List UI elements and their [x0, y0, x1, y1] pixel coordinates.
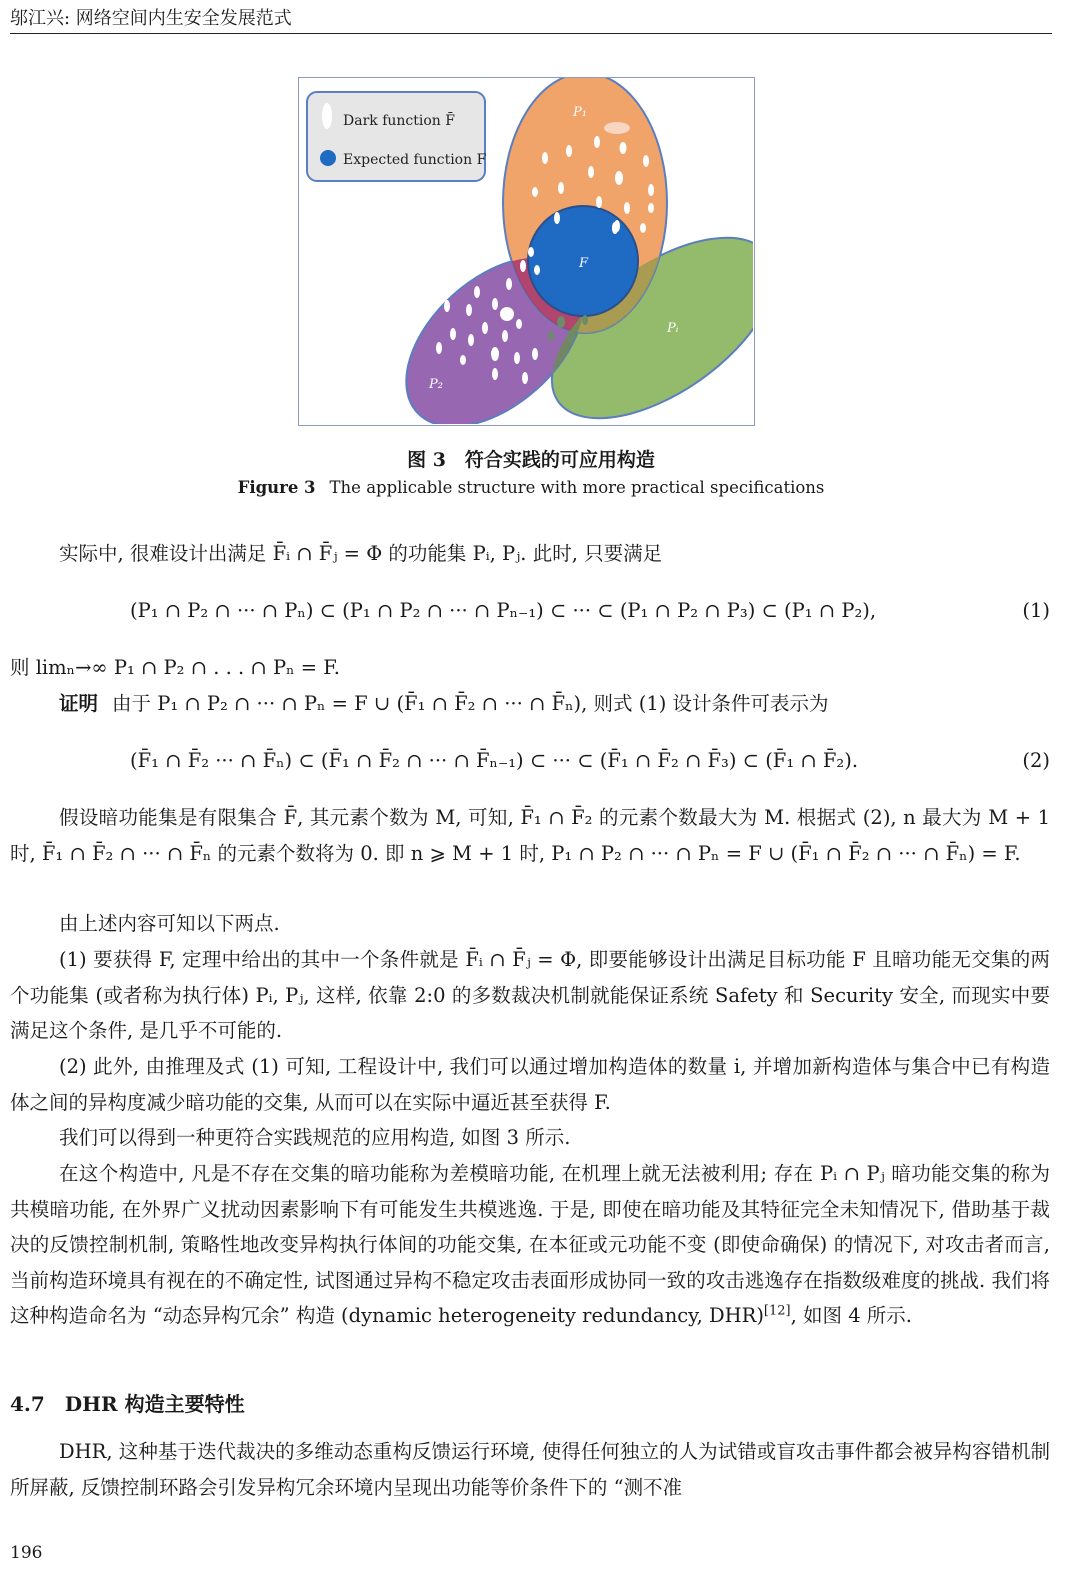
equation-2-body: (F̄₁ ∩ F̄₂ ··· ∩ F̄ₙ) ⊂ (F̄₁ ∩ F̄₂ ∩ ··· ∩ F̄ₙ₋₁) ⊂ ··· ⊂ (F̄₁ ∩ F̄₂ ∩ F̄₃) ⊂ (F̄₁ ∩ F̄₂).	[130, 749, 859, 772]
label-p2: P₂	[429, 377, 443, 392]
figure-caption-cn: 图 3 符合实践的可应用构造	[407, 449, 655, 471]
figure-label: Figure 3	[237, 478, 316, 497]
paragraph-figure-ref: 我们可以得到一种更符合实践规范的应用构造, 如图 3 所示.	[59, 1126, 571, 1149]
figure-legend	[307, 92, 487, 181]
figure-caption-en-text: The applicable structure with more practical specifications	[329, 478, 825, 497]
equation-1-number: (1)	[1022, 599, 1050, 622]
header-rule	[10, 33, 1052, 34]
proof-text: 由于 P₁ ∩ P₂ ∩ ··· ∩ Pₙ = F ∪ (F̄₁ ∩ F̄₂ ∩ ··· ∩ F̄ₙ), 则式 (1) 设计条件可表示为	[112, 692, 829, 715]
paragraph-construction-text: 在这个构造中, 凡是不存在交集的暗功能称为差模暗功能, 在机理上就无法被利用; 存在 Pᵢ ∩ Pⱼ 暗功能交集的称为共模暗功能, 在外界广义扰动因素影响下有可能发生共模逃逸. 于是, 即使在暗功能及其特征完全未知情况下, 借助基于裁决的反馈控制机制, 策略性地改变异构执行体间的功能交集, 在本征或元功能不变 (即使命确保) 的情况下, 对攻击者而言, 当前构造环境具有视在的不确定性, 试图通过异构不稳定攻击表面形成协同一致的攻击逃逸存在指数级难度的挑战. 我们将这种构造命名为 “动态异构冗余” 构造 (dynamic heterogeneity redundancy, DHR)	[10, 1162, 1050, 1327]
equation-1	[130, 593, 1050, 629]
equation-1-body: (P₁ ∩ P₂ ∩ ··· ∩ Pₙ) ⊂ (P₁ ∩ P₂ ∩ ··· ∩ Pₙ₋₁) ⊂ ··· ⊂ (P₁ ∩ P₂ ∩ P₃) ⊂ (P₁ ∩ P₂),	[130, 599, 877, 622]
figure-caption-en	[0, 478, 1062, 497]
paragraph-construction-tail: , 如图 4 所示.	[790, 1304, 913, 1327]
running-head: 邬江兴: 网络空间内生安全发展范式	[10, 8, 292, 29]
venn-figure	[298, 77, 755, 426]
paragraph-summary: 由上述内容可知以下两点.	[59, 912, 280, 935]
paragraph-dhr: DHR, 这种基于迭代裁决的多维动态重构反馈运行环境, 使得任何独立的人为试错或盲攻击事件都会被异构容错机制所屏蔽, 反馈控制环路会引发异构冗余环境内呈现出功能等价条件下的 “测不准	[10, 1440, 1050, 1499]
label-p1: P₁	[573, 105, 587, 120]
dark-function-legend-icon	[322, 103, 332, 129]
paragraph-assumption: 假设暗功能集是有限集合 F̄, 其元素个数为 M, 可知, F̄₁ ∩ F̄₂ 的元素个数最大为 M. 根据式 (2), n 最大为 M + 1 时, F̄₁ ∩ F̄₂ ∩ ··· ∩ F̄ₙ 的元素个数将为 0. 即 n ⩾ M + 1 时, P₁ ∩ P₂ ∩ ··· ∩ Pₙ = F ∪ (F̄₁ ∩ F̄₂ ∩ ··· ∩ F̄ₙ) = F.	[10, 806, 1050, 865]
citation-ref: [12]	[763, 1303, 791, 1319]
equation-2	[130, 743, 1050, 779]
paragraph-proof	[10, 686, 1050, 722]
label-pi: Pᵢ	[667, 321, 679, 336]
page-number: 196	[10, 1543, 43, 1563]
paragraph-point-1: (1) 要获得 F, 定理中给出的其中一个条件就是 F̄ᵢ ∩ F̄ⱼ = Φ, 即要能够设计出满足目标功能 F 且暗功能无交集的两个功能集 (或者称为执行体) Pᵢ, Pⱼ, 这样, 依靠 2:0 的多数裁决机制就能保证系统 Safety 和 Security 安全, 而现实中要满足这个条件, 是几乎不可能的.	[10, 948, 1050, 1042]
legend-dark-function: Dark function F̄	[343, 113, 455, 129]
paragraph-intro: 实际中, 很难设计出满足 F̄ᵢ ∩ F̄ⱼ = Φ 的功能集 Pᵢ, Pⱼ. 此时, 只要满足	[59, 542, 663, 565]
proof-label: 证明	[59, 692, 99, 715]
venn-diagram	[299, 78, 753, 424]
label-f: F	[579, 256, 589, 271]
expected-function-legend-icon	[320, 150, 336, 166]
legend-expected-function: Expected function F	[343, 152, 487, 168]
paragraph-construction	[10, 1156, 1050, 1334]
paragraph-point-2: (2) 此外, 由推理及式 (1) 可知, 工程设计中, 我们可以通过增加构造体的数量 i, 并增加新构造体与集合中已有构造体之间的异构度减少暗功能的交集, 从而可以在实际中逼近甚至获得 F.	[10, 1055, 1050, 1114]
paragraph-limit: 则 limₙ→∞ P₁ ∩ P₂ ∩ . . . ∩ Pₙ = F.	[10, 656, 340, 679]
equation-2-number: (2)	[1022, 749, 1050, 772]
section-heading: 4.7 DHR 构造主要特性	[10, 1392, 245, 1416]
